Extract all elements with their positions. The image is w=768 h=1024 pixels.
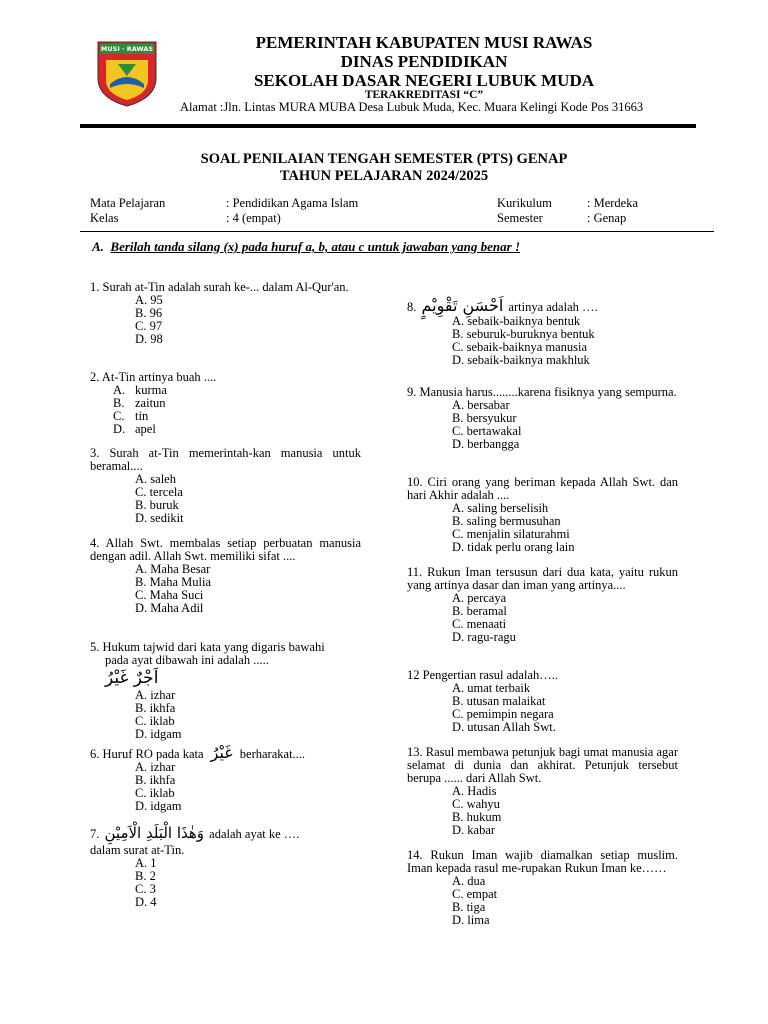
option-d[interactable]: D. utusan Allah Swt.: [452, 720, 556, 734]
question-7: [90, 824, 361, 909]
option-c[interactable]: C. tercela: [135, 485, 183, 499]
header-department: DINAS PENDIDIKAN: [340, 52, 508, 71]
option-b[interactable]: B. bersyukur: [452, 411, 517, 425]
option-c[interactable]: C. 97: [135, 319, 163, 333]
header-accreditation: TERAKREDITASI “C”: [364, 89, 484, 101]
option-d[interactable]: D. berbangga: [452, 437, 520, 451]
option-a[interactable]: A. izhar: [135, 688, 176, 702]
option-a[interactable]: A. saleh: [135, 472, 176, 486]
option-c[interactable]: C. iklab: [135, 714, 175, 728]
header-address: Alamat :Jln. Lintas MURA MUBA Desa Lubuk Muda, Kec. Muara Kelingi Kode Pos 31663: [180, 100, 644, 114]
option-a[interactable]: A. umat terbaik: [452, 681, 531, 695]
option-letter: D.: [113, 422, 126, 436]
option-c[interactable]: C. bertawakal: [452, 424, 522, 438]
option-a[interactable]: A. izhar: [135, 760, 176, 774]
option-letter: B.: [113, 396, 125, 410]
question-text-after: artinya adalah ….: [508, 300, 598, 314]
subject-value: : Pendidikan Agama Islam: [226, 196, 359, 210]
option-d[interactable]: D. 98: [135, 332, 163, 346]
option-b[interactable]: B. utusan malaikat: [452, 694, 546, 708]
semester-label: Semester: [497, 211, 543, 225]
option-a[interactable]: A. sebaik-baiknya bentuk: [452, 314, 581, 328]
exam-title: SOAL PENILAIAN TENGAH SEMESTER (PTS) GENAP: [200, 151, 568, 167]
option-a[interactable]: A. dua: [452, 874, 486, 888]
option-c[interactable]: C. iklab: [135, 786, 175, 800]
question-text: 1. Surah at-Tin adalah surah ke-... dalam Al-Qur'an.: [90, 280, 349, 294]
question-text: 13. Rasul membawa petunjuk bagi umat manusia agar selamat di dunia dan akhirat. Petunjuk tersebut berupa ...... dari Allah Swt.: [407, 745, 678, 785]
instruction-text: Berilah tanda silang (x) pada huruf a, b, atau c untuk jawaban yang benar !: [110, 239, 521, 254]
option-text: apel: [135, 422, 156, 436]
option-a[interactable]: A. 95: [135, 293, 163, 307]
header-divider: [80, 124, 696, 128]
school-logo: [96, 40, 158, 108]
question-text: 14. Rukun Iman wajib diamalkan setiap muslim. Iman kepada rasul me-rupakan Rukun Iman ke……: [407, 848, 678, 875]
option-b[interactable]: B. Maha Mulia: [135, 575, 212, 589]
question-text: 2. At-Tin artinya buah ....: [90, 370, 217, 384]
question-3: [90, 447, 361, 525]
option-c[interactable]: C. pemimpin negara: [452, 707, 554, 721]
arabic-word: غَيْرُ: [210, 743, 233, 762]
option-c[interactable]: C. empat: [452, 887, 498, 901]
option-d[interactable]: D. ragu-ragu: [452, 630, 516, 644]
option-b[interactable]: [113, 397, 361, 410]
option-b[interactable]: B. ikhfa: [135, 773, 176, 787]
logo-text: MUSI · RAWAS: [100, 45, 154, 53]
option-d[interactable]: D. sebaik-baiknya makhluk: [452, 353, 590, 367]
option-a[interactable]: A. 1: [135, 856, 157, 870]
option-d[interactable]: D. lima: [452, 913, 490, 927]
question-text-after: berharakat....: [239, 747, 306, 761]
option-d[interactable]: D. tidak perlu orang lain: [452, 540, 575, 554]
option-a[interactable]: A. Maha Besar: [135, 562, 211, 576]
option-a[interactable]: A. percaya: [452, 591, 507, 605]
question-2: [90, 371, 361, 436]
question-text: 9. Manusia harus........karena fisiknya yang sempurna.: [407, 385, 677, 399]
question-6: [90, 743, 361, 813]
option-c[interactable]: C. menaati: [452, 617, 507, 631]
question-13: [407, 746, 678, 837]
option-d[interactable]: D. sedikit: [135, 511, 184, 525]
semester-value: : Genap: [587, 211, 627, 225]
question-text: 10. Ciri orang yang beriman kepada Allah Swt. dan hari Akhir adalah ....: [407, 475, 678, 502]
option-d[interactable]: D. kabar: [452, 823, 496, 837]
question-9: [407, 386, 678, 451]
class-label: Kelas: [90, 211, 119, 225]
question-12: [407, 669, 678, 734]
option-b[interactable]: B. beramal: [452, 604, 507, 618]
option-a[interactable]: A. bersabar: [452, 398, 510, 412]
option-d[interactable]: D. idgam: [135, 727, 182, 741]
curriculum-label: Kurikulum: [497, 196, 552, 210]
question-14: [407, 849, 678, 927]
option-d[interactable]: D. idgam: [135, 799, 182, 813]
option-c[interactable]: C. menjalin silaturahmi: [452, 527, 570, 541]
option-c[interactable]: C. wahyu: [452, 797, 500, 811]
question-text: 12 Pengertian rasul adalah…..: [407, 668, 558, 682]
option-letter: C.: [113, 409, 125, 423]
instruction: [92, 239, 520, 255]
question-11: [407, 566, 678, 644]
option-a[interactable]: A. Hadis: [452, 784, 497, 798]
curriculum-value: : Merdeka: [587, 196, 639, 210]
option-c[interactable]: C. sebaik-baiknya manusia: [452, 340, 588, 354]
arabic-verse: وَهٰذَا الْبَلَدِ الْاَمِيْنِ: [104, 824, 205, 842]
question-5: [90, 641, 361, 741]
question-text-2: dalam surat at-Tin.: [90, 843, 185, 857]
question-text: 6. Huruf RO pada kata: [90, 747, 204, 761]
option-a[interactable]: A. saling berselisih: [452, 501, 549, 515]
header-school: SEKOLAH DASAR NEGERI LUBUK MUDA: [253, 71, 595, 90]
question-text: 3. Surah at-Tin memerintah-kan manusia untuk beramal....: [90, 446, 361, 473]
question-text: 5. Hukum tajwid dari kata yang digaris bawahi: [90, 640, 325, 654]
option-d[interactable]: [113, 423, 361, 436]
option-b[interactable]: B. saling bermusuhan: [452, 514, 561, 528]
option-c[interactable]: C. 3: [135, 882, 156, 896]
option-b[interactable]: B. 96: [135, 306, 163, 320]
question-text-2: pada ayat dibawah ini adalah .....: [105, 653, 269, 667]
option-d[interactable]: D. Maha Adil: [135, 601, 204, 615]
option-c[interactable]: C. Maha Suci: [135, 588, 204, 602]
question-8: [407, 296, 678, 367]
option-text: kurma: [135, 383, 167, 397]
option-d[interactable]: D. 4: [135, 895, 157, 909]
question-number: 7.: [90, 827, 100, 841]
subject-label: Mata Pelajaran: [90, 196, 166, 210]
header-government: PEMERINTAH KABUPATEN MUSI RAWAS: [255, 33, 593, 52]
option-b[interactable]: B. 2: [135, 869, 156, 883]
question-10: [407, 476, 678, 554]
info-divider: [80, 231, 714, 232]
arabic-phrase: اَحْسَنِ تَقْوِيْمٍ: [421, 296, 504, 315]
option-text: tin: [135, 409, 149, 423]
option-b[interactable]: B. ikhfa: [135, 701, 176, 715]
exam-year: TAHUN PELAJARAN 2024/2025: [279, 168, 489, 184]
arabic-phrase: اَجْرٌ غَيْرُ: [105, 668, 159, 688]
question-text: 4. Allah Swt. membalas setiap perbuatan manusia dengan adil. Allah Swt. memiliki sifat ....: [90, 536, 361, 563]
question-number: 8.: [407, 300, 417, 314]
option-text: zaitun: [135, 396, 166, 410]
question-1: [90, 281, 361, 346]
class-value: : 4 (empat): [226, 211, 281, 225]
option-b[interactable]: B. buruk: [135, 498, 179, 512]
question-text: 11. Rukun Iman tersusun dari dua kata, yaitu rukun yang artinya dasar dan iman yang artinya....: [407, 565, 678, 592]
question-4: [90, 537, 361, 615]
option-letter: A.: [113, 383, 126, 397]
option-b[interactable]: B. tiga: [452, 900, 486, 914]
option-b[interactable]: B. hukum: [452, 810, 502, 824]
instruction-letter: A.: [92, 239, 104, 254]
question-text-after: adalah ayat ke ….: [209, 827, 300, 841]
option-b[interactable]: B. seburuk-buruknya bentuk: [452, 327, 595, 341]
